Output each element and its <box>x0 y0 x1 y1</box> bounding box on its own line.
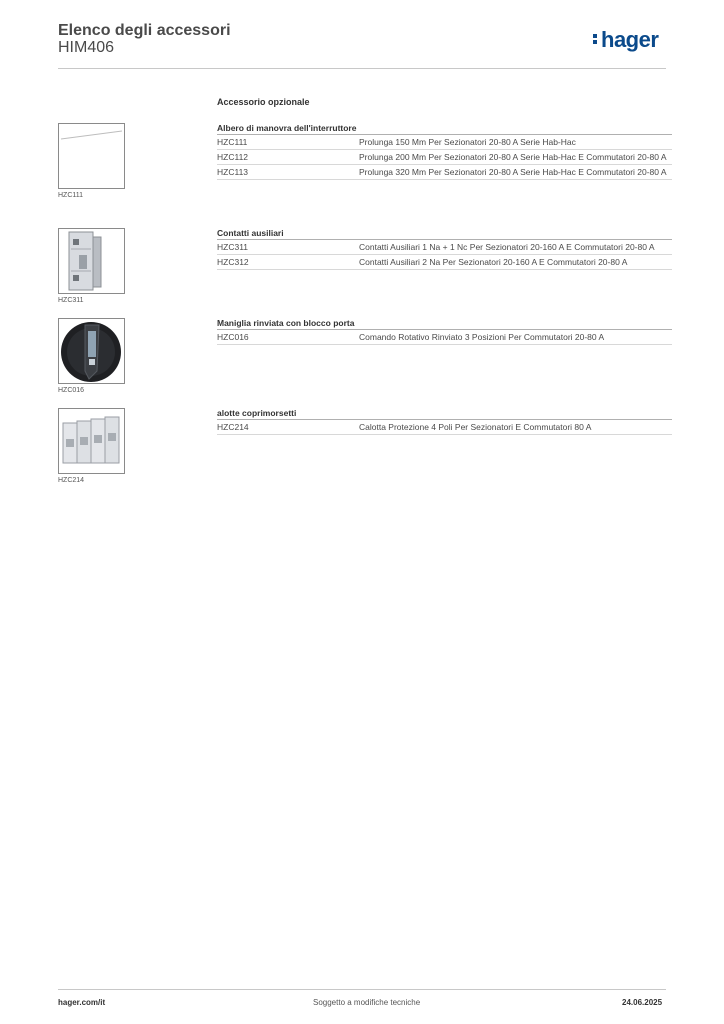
table-row <box>217 420 672 435</box>
group-title: alotte coprimorsetti <box>217 407 672 420</box>
product-code: HZC112 <box>217 152 249 162</box>
product-description: Prolunga 200 Mm Per Sezionatori 20-80 A Serie Hab-Hac E Commutatori 20-80 A <box>359 152 667 162</box>
accessory-group-shaft <box>217 122 672 180</box>
product-code: HZC016 <box>217 332 249 342</box>
page-title: Elenco degli accessori <box>58 22 231 39</box>
logo-dots-icon <box>593 32 598 46</box>
product-description: Contatti Ausiliari 2 Na Per Sezionatori 20-160 A E Commutatori 20-80 A <box>359 257 628 267</box>
accessory-group-handle <box>217 317 672 345</box>
page-subtitle: HIM406 <box>58 39 115 56</box>
hager-logo[interactable] <box>593 27 658 53</box>
product-image-hzc016 <box>58 318 125 384</box>
footer-date: 24.06.2025 <box>622 998 663 1007</box>
logo-text: hager <box>601 27 659 52</box>
product-image-hzc214 <box>58 408 125 474</box>
group-title: Maniglia rinviata con blocco porta <box>217 317 672 330</box>
product-description: Calotta Protezione 4 Poli Per Sezionatori E Commutatori 80 A <box>359 422 592 432</box>
group-title: Contatti ausiliari <box>217 227 672 240</box>
product-description: Contatti Ausiliari 1 Na + 1 Nc Per Sezionatori 20-160 A E Commutatori 20-80 A <box>359 242 655 252</box>
section-heading: Accessorio opzionale <box>217 97 310 107</box>
footer-website-link[interactable]: hager.com/it <box>58 998 106 1007</box>
product-code: HZC111 <box>217 137 248 147</box>
accessory-group-aux-contacts <box>217 227 672 270</box>
table-row <box>217 150 672 165</box>
product-code: HZC312 <box>217 257 249 267</box>
product-image-hzc111 <box>58 123 125 189</box>
table-row <box>217 135 672 150</box>
group-title: Albero di manovra dell'interruttore <box>217 122 672 135</box>
product-description: Prolunga 150 Mm Per Sezionatori 20-80 A Serie Hab-Hac <box>359 137 576 147</box>
footer-disclaimer: Soggetto a modifiche tecniche <box>313 998 421 1007</box>
product-description: Comando Rotativo Rinviato 3 Posizioni Per Commutatori 20-80 A <box>359 332 605 342</box>
table-row <box>217 255 672 270</box>
product-image-hzc311 <box>58 228 125 294</box>
product-code: HZC311 <box>217 242 249 252</box>
table-row <box>217 240 672 255</box>
product-image-label: HZC311 <box>58 297 84 304</box>
product-description: Prolunga 320 Mm Per Sezionatori 20-80 A Serie Hab-Hac E Commutatori 20-80 A <box>359 167 667 177</box>
product-image-label: HZC111 <box>58 192 84 199</box>
footer-divider <box>58 989 666 990</box>
header-divider <box>58 68 666 69</box>
product-image-label: HZC214 <box>58 477 85 484</box>
table-row <box>217 330 672 345</box>
table-row <box>217 165 672 180</box>
accessory-group-terminal-covers <box>217 407 672 435</box>
product-code: HZC113 <box>217 167 249 177</box>
product-image-label: HZC016 <box>58 387 85 394</box>
product-code: HZC214 <box>217 422 249 432</box>
